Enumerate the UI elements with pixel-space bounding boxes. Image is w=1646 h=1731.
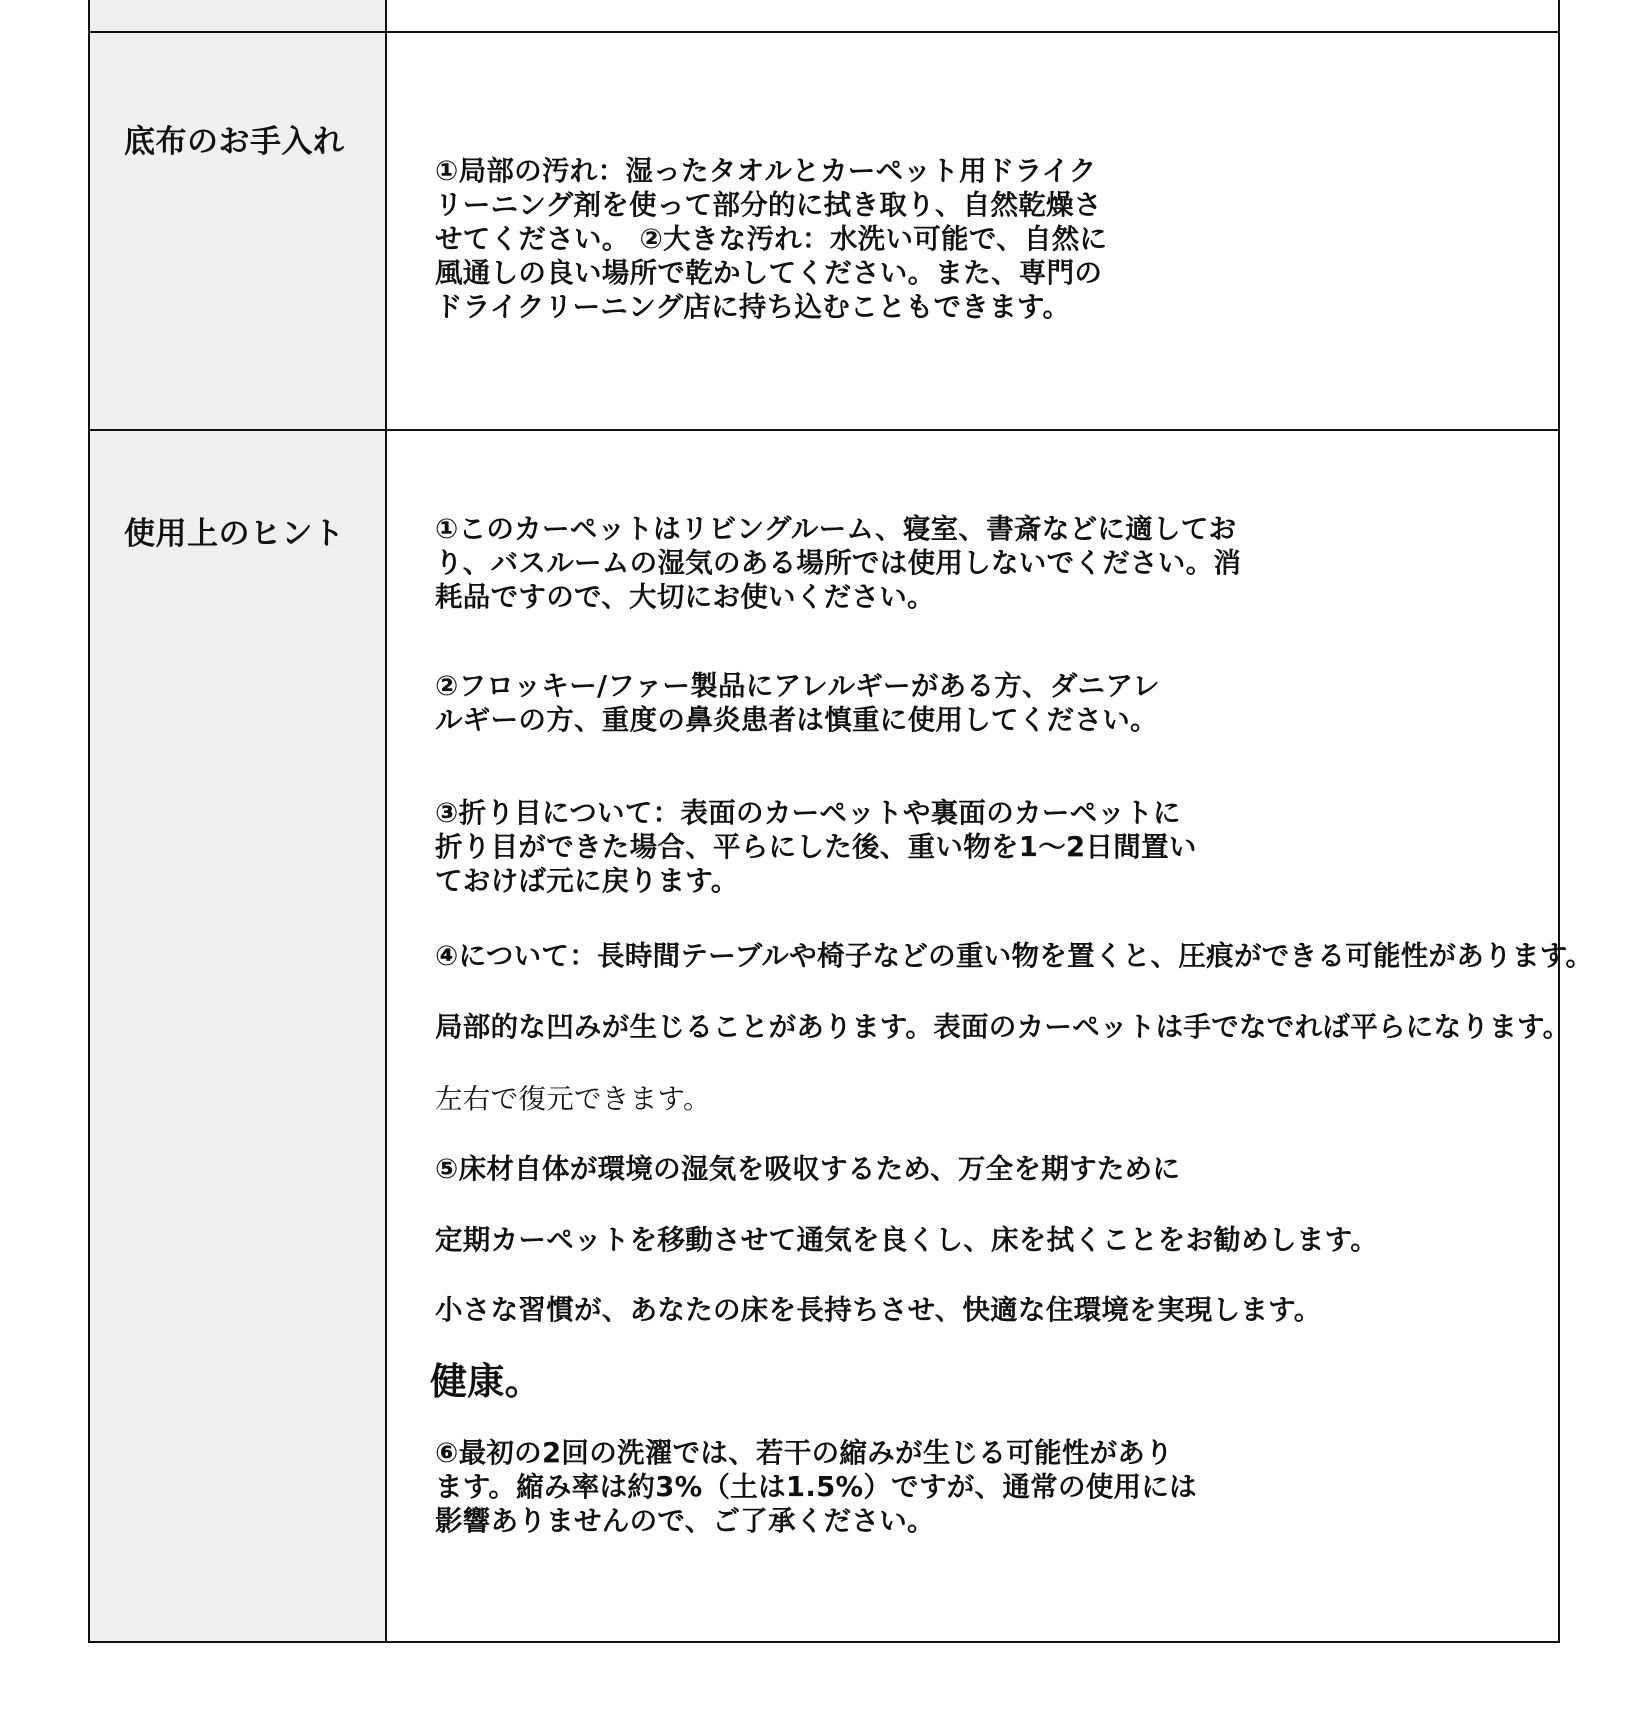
usage-tip-4-cont: 局部的な凹みが生じることがあります。表面のカーペットは手でなでれば平らになります。 bbox=[435, 1011, 1571, 1043]
label-column bbox=[90, 0, 387, 1641]
usage-tip-2: ②フロッキー/ファー製品にアレルギーがある方、ダニアレ ルギーの方、重度の鼻炎患者は慎重に使用してください。 bbox=[435, 670, 1160, 736]
row-label-usage-tips: 使用上のヒント bbox=[124, 516, 345, 552]
usage-tip-5-end: 健康。 bbox=[430, 1360, 542, 1403]
usage-tip-5-cont-2: 小さな習慣が、あなたの床を長持ちさせ、快適な住環境を実現します。 bbox=[435, 1294, 1322, 1326]
row-label-base-fabric-care: 底布のお手入れ bbox=[124, 124, 345, 160]
usage-tip-4-end: 左右で復元できます。 bbox=[435, 1083, 711, 1115]
care-instructions-table bbox=[88, 0, 1594, 1643]
row-divider bbox=[90, 31, 1558, 33]
usage-tip-4: ④について：長時間テーブルや椅子などの重い物を置くと、圧痕ができる可能性があります。 bbox=[435, 940, 1594, 972]
usage-tip-6: ⑥最初の2回の洗濯では、若干の縮みが生じる可能性があり ます。縮み率は約3%（土は1.5%）ですが、通常の使用には 影響ありませんので、ご了承ください。 bbox=[435, 1437, 1197, 1537]
usage-tip-5: ⑤床材自体が環境の湿気を吸収するため、万全を期すために bbox=[435, 1153, 1181, 1185]
usage-tip-3: ③折り目について：表面のカーペットや裏面のカーペットに 折り目ができた場合、平らにした後、重い物を1～2日間置い ておけば元に戻ります。 bbox=[435, 797, 1197, 897]
base-fabric-care-text: ①局部の汚れ：湿ったタオルとカーペット用ドライク リーニング剤を使って部分的に拭き取り、自然乾燥さ せてください。 ②大きな汚れ：水洗い可能で、自然に 風通しの良い場所で乾かしてください。また、専門の ドライクリーニング店に持ち込むこともできます。 bbox=[435, 155, 1108, 323]
usage-tip-1: ①このカーペットはリビングルーム、寝室、書斎などに適してお り、バスルームの湿気のある場所では使用しないでください。消 耗品ですので、大切にお使いください。 bbox=[435, 513, 1242, 613]
row-divider bbox=[90, 429, 1558, 431]
usage-tip-5-cont: 定期カーペットを移動させて通気を良くし、床を拭くことをお勧めします。 bbox=[435, 1224, 1378, 1256]
